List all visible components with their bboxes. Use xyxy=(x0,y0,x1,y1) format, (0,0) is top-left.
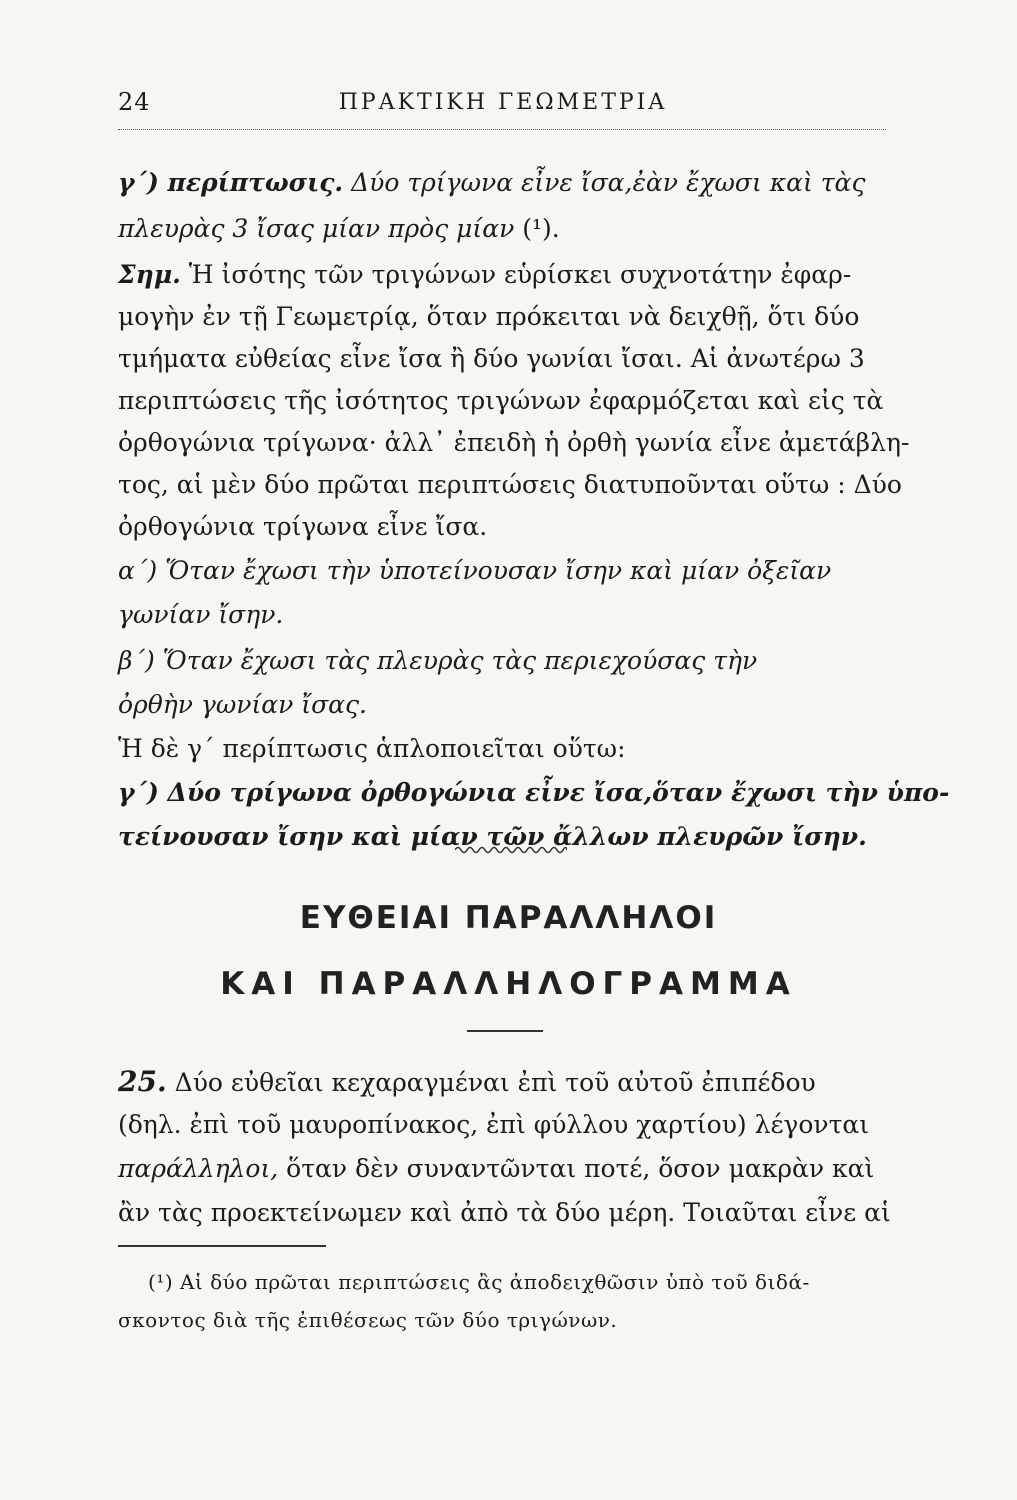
footnote-line: σκοντος διὰ τῆς ἐπιθέσεως τῶν δύο τριγώνων. xyxy=(118,1308,618,1332)
text-line: γ΄) Δύο τρίγωνα ὀρθογώνια εἶνε ἴσα,ὅταν ἔχωσι τὴν ὑπο- xyxy=(118,778,950,807)
paragraph-number: 25. xyxy=(118,1065,167,1098)
text-line xyxy=(118,216,560,241)
text-span: Δύο εὐθεῖαι κεχαραγμέναι ἐπὶ τοῦ αὐτοῦ ἐπιπέδου xyxy=(166,1068,816,1097)
text-line: ὀρθογώνια τρίγωνα· ἀλλ᾽ ἐπειδὴ ἡ ὀρθὴ γωνία εἶνε ἀμετάβλη- xyxy=(118,428,910,457)
text-line xyxy=(118,1065,816,1098)
text-line: ὀρθογώνια τρίγωνα εἶνε ἴσα. xyxy=(118,512,488,541)
text-span: Δύο τρίγωνα εἶνε ἴσα,ἐὰν ἔχωσι καὶ τὰς xyxy=(343,168,866,197)
text-line: ὀρθὴν γωνίαν ἴσας. xyxy=(118,690,367,719)
wavy-separator xyxy=(455,845,567,855)
footnote-reference: (¹). xyxy=(522,214,560,243)
text-span: ὅταν δὲν συναντῶνται ποτέ, ὅσον μακρὰν καὶ xyxy=(278,1154,875,1183)
text-line: τος, αἱ μὲν δύο πρῶται περιπτώσεις διατυποῦνται οὕτω : Δύο xyxy=(118,470,902,499)
text-span: Αἱ δύο πρῶται περιπτώσεις ἂς ἀποδειχθῶσιν ὑπὸ τοῦ διδά- xyxy=(173,1270,810,1294)
running-head xyxy=(118,88,888,124)
text-line xyxy=(118,1156,874,1181)
text-line: ἂν τὰς προεκτείνωμεν καὶ ἀπὸ τὰ δύο μέρη. Τοιαῦται εἶνε αἱ xyxy=(118,1198,891,1227)
footnote-rule xyxy=(118,1245,326,1247)
footnote-line xyxy=(148,1270,810,1294)
case-label: γ΄) περίπτωσις. xyxy=(118,168,344,197)
page-number: 24 xyxy=(118,88,151,116)
text-line: α΄) Ὅταν ἔχωσι τὴν ὑποτείνουσαν ἴσην καὶ μίαν ὀξεῖαν xyxy=(118,556,832,585)
text-line: γωνίαν ἴσην. xyxy=(118,600,284,629)
text-line xyxy=(118,170,865,195)
text-line: μογὴν ἐν τῇ Γεωμετρίᾳ, ὅταν πρόκειται νὰ δειχθῇ, ὅτι δύο xyxy=(118,302,860,331)
section-title-line-2: ΚΑΙ ΠΑΡΑΛΛΗΛΟΓΡΑΜΜΑ xyxy=(220,966,797,1002)
defined-term: παράλληλοι, xyxy=(118,1154,279,1183)
text-span: Ἡ ἰσότης τῶν τριγώνων εὑρίσκει συχνοτάτην ἐφαρ- xyxy=(180,260,852,289)
footnote-marker: (¹) xyxy=(148,1270,174,1294)
text-line: τμήματα εὐθείας εἶνε ἴσα ἢ δύο γωνίαι ἴσαι. Αἱ ἀνωτέρω 3 xyxy=(118,344,865,373)
text-span: πλευρὰς 3 ἴσας μίαν πρὸς μίαν xyxy=(118,214,515,243)
running-title: ΠΡΑΚΤΙΚΗ ΓΕΩΜΕΤΡΙΑ xyxy=(338,90,668,115)
section-rule xyxy=(467,1030,543,1032)
text-line xyxy=(118,262,851,287)
text-line: (δηλ. ἐπὶ τοῦ μαυροπίνακος, ἐπὶ φύλλου χαρτίου) λέγονται xyxy=(118,1110,870,1139)
header-rule xyxy=(118,129,886,130)
text-line: Ἡ δὲ γ΄ περίπτωσις ἁπλοποιεῖται οὕτω: xyxy=(118,734,626,763)
text-line: τείνουσαν ἴσην καὶ μίαν τῶν ἄλλων πλευρῶν ἴσην. xyxy=(118,822,867,851)
text-line: περιπτώσεις τῆς ἰσότητος τριγώνων ἐφαρμόζεται καὶ εἰς τὰ xyxy=(118,386,884,415)
note-label: Σημ. xyxy=(118,260,181,289)
section-title-line-1: ΕΥΘΕΙΑΙ ΠΑΡΑΛΛΗΛΟΙ xyxy=(299,900,718,936)
text-line: β΄) Ὅταν ἔχωσι τὰς πλευρὰς τὰς περιεχούσας τὴν xyxy=(118,646,758,675)
